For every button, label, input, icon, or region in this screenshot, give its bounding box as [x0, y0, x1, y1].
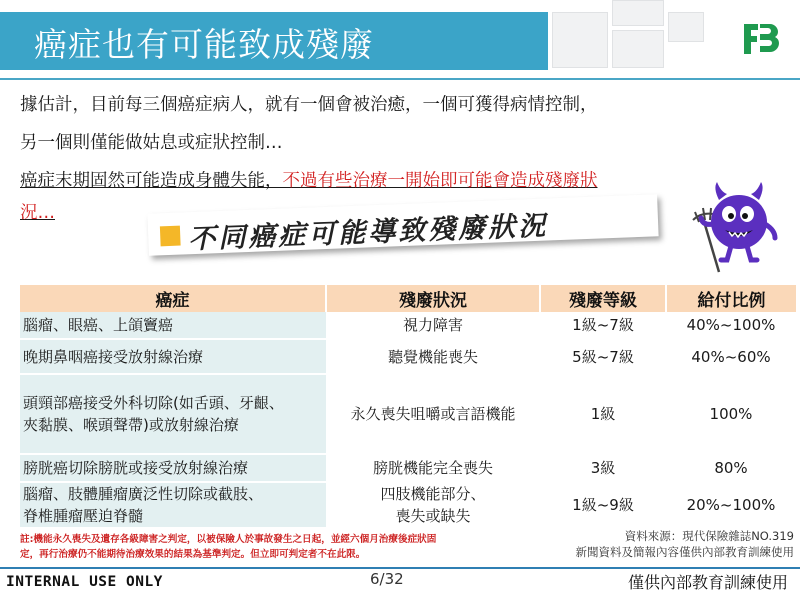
cell-condition	[326, 312, 540, 339]
banner-title: 不同癌症可能導致殘廢狀況	[187, 210, 549, 256]
body-line-4-highlight	[20, 200, 55, 226]
header-decoration	[612, 0, 664, 26]
table-header-row	[20, 285, 796, 312]
slide-header	[0, 0, 800, 78]
body-line-2: 另一個則僅能做姑息或症狀控制…	[20, 133, 283, 153]
body-line-3-highlight: 不過有些治療一開始即可能會造成殘廢狀	[282, 171, 598, 191]
table-row	[20, 482, 796, 528]
cell-condition-line: 四肢機能部分、	[380, 485, 486, 503]
source-line-2: 新聞資料及簡報內容僅供內部教育訓練使用	[575, 545, 794, 559]
cell-grade: 1級~7級	[540, 312, 666, 339]
table-row	[20, 312, 796, 339]
footnote	[20, 532, 436, 562]
cell-grade: 1級	[540, 374, 666, 454]
cell-cancer	[20, 339, 326, 374]
header-decoration	[552, 12, 608, 68]
cell-cancer-line: 腦瘤、眼癌、上頜竇癌	[23, 316, 174, 334]
body-line-3	[20, 168, 598, 194]
cell-condition	[326, 374, 540, 454]
cell-grade: 1級~9級	[540, 482, 666, 528]
cell-condition	[326, 482, 540, 528]
header-decoration	[668, 12, 704, 42]
footnote-line-2: 定，再行治療仍不能期待治療效果的結果為基準判定。但立即可判定者不在此限。	[20, 549, 366, 560]
title-bar	[0, 12, 548, 70]
cell-ratio: 100%	[666, 374, 796, 454]
cell-cancer	[20, 454, 326, 482]
table-row	[20, 339, 796, 374]
cell-ratio: 20%~100%	[666, 482, 796, 528]
footnote-line-1: 註:機能永久喪失及遺存各級障害之判定，以被保險人於事故發生之日起，並經六個月治療後症狀固	[20, 534, 437, 545]
cell-cancer	[20, 312, 326, 339]
header-ratio: 給付比例	[666, 285, 796, 312]
cell-cancer-line: 膀胱癌切除膀胱或接受放射線治療	[23, 459, 249, 477]
cell-cancer-line: 夾黏膜、喉頭聲帶)或放射線治療	[23, 416, 239, 434]
banner-bullet	[160, 226, 181, 247]
page-number: 6/32	[370, 570, 404, 588]
footer-classification: INTERNAL USE ONLY	[6, 574, 163, 590]
table-row	[20, 374, 796, 454]
cell-ratio: 80%	[666, 454, 796, 482]
cell-ratio: 40%~100%	[666, 312, 796, 339]
cell-grade: 5級~7級	[540, 339, 666, 374]
body-line-4-text: 況…	[20, 203, 55, 223]
cell-condition	[326, 339, 540, 374]
cell-condition-line: 聽覺機能喪失	[387, 347, 478, 366]
cell-condition	[326, 454, 540, 482]
header-condition: 殘廢狀況	[326, 285, 540, 312]
cell-ratio: 40%~60%	[666, 339, 796, 374]
cell-cancer-line: 晚期鼻咽癌接受放射線治療	[23, 347, 204, 366]
table-row	[20, 454, 796, 482]
footer-divider	[0, 567, 800, 569]
cell-cancer-line: 脊椎腫瘤壓迫脊髓	[23, 507, 144, 525]
disability-table	[20, 285, 796, 529]
body-line-3-text: 癌症末期固然可能造成身體失能，	[20, 171, 283, 191]
cell-cancer-line: 腦瘤、肢體腫瘤廣泛性切除或截肢、	[23, 485, 264, 503]
footer-usage-note: 僅供內部教育訓練使用	[627, 573, 788, 592]
source-line-1: 資料來源：現代保險雜誌NO.319	[624, 529, 794, 543]
purple-devil-mascot-icon	[685, 180, 785, 275]
cell-condition-line: 膀胱機能完全喪失	[372, 459, 493, 477]
cell-cancer	[20, 482, 326, 528]
cell-cancer-line: 頭頸部癌接受外科切除(如舌頭、牙齦、	[23, 394, 284, 412]
section-banner	[147, 194, 658, 256]
header-divider	[0, 78, 800, 80]
cell-cancer	[20, 374, 326, 454]
header-grade: 殘廢等級	[540, 285, 666, 312]
cell-condition-line: 永久喪失咀嚼或言語機能	[350, 405, 516, 423]
slide-title: 癌症也有可能致成殘廢	[34, 25, 374, 64]
fubon-logo-icon	[740, 18, 782, 60]
cell-condition-line: 視力障害	[402, 316, 463, 334]
cell-condition-line: 喪失或缺失	[395, 507, 471, 525]
cell-grade: 3級	[540, 454, 666, 482]
header-cancer: 癌症	[20, 285, 326, 312]
header-decoration	[612, 30, 664, 68]
body-line-1: 據估計，目前每三個癌症病人，就有一個會被治癒，一個可獲得病情控制，	[20, 95, 598, 115]
source-note	[576, 528, 795, 560]
